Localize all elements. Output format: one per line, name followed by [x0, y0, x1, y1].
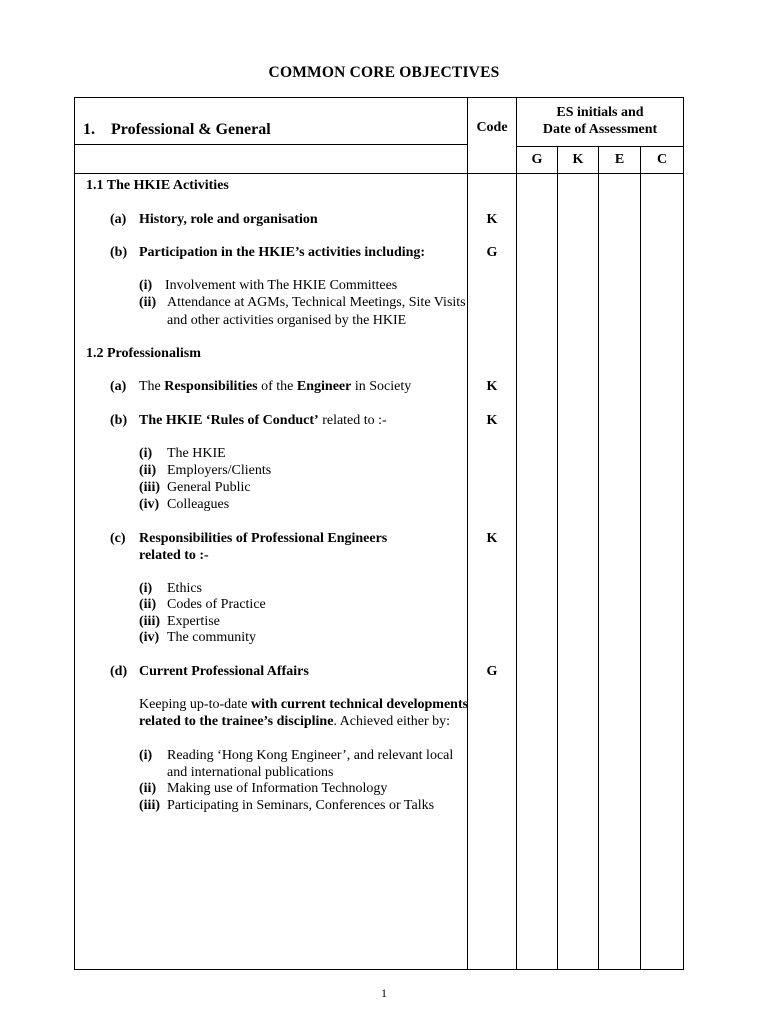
list-item-num: (i) — [139, 446, 153, 461]
item-1-1-b-text: Participation in the HKIE’s activities including: — [139, 245, 426, 260]
page-number: 1 — [381, 986, 387, 1000]
es-column-header — [517, 104, 683, 138]
list-item-num: (ii) — [139, 597, 157, 612]
item-1-2-b-text: The HKIE ‘Rules of Conduct’ related to :- — [139, 413, 387, 428]
list-item-text: Employers/Clients — [167, 463, 272, 478]
list-item-text: The community — [167, 630, 257, 645]
section-title: Professional & General — [111, 121, 271, 138]
list-item-text: Colleagues — [167, 497, 230, 512]
code-column-header: Code — [476, 120, 508, 135]
item-1-2-d-paragraph-line1: Keeping up-to-date with current technical developments — [139, 697, 469, 712]
item-1-2-c-text-line2: related to :- — [139, 548, 209, 563]
item-1-2-d-paragraph-line2: related to the trainee’s discipline. Achieved either by: — [139, 714, 451, 729]
col-header-k: K — [572, 152, 584, 167]
list-item-num: (iii) — [139, 798, 160, 813]
list-item-text: Codes of Practice — [167, 597, 266, 612]
list-item-num: (iv) — [139, 497, 160, 512]
item-1-1-a-text: History, role and organisation — [139, 212, 318, 227]
list-item-text: Ethics — [167, 581, 202, 596]
item-1-1-a-code: K — [486, 212, 498, 227]
item-1-1-b-label: (b) — [110, 245, 128, 260]
list-item-text: Expertise — [167, 614, 220, 629]
list-item-num: (iii) — [139, 614, 160, 629]
col-header-e: E — [614, 152, 625, 167]
list-item-num: (ii) — [139, 781, 157, 796]
item-1-2-b-code: K — [486, 413, 498, 428]
item-1-1-b-code: G — [486, 245, 498, 260]
item-1-2-d-text: Current Professional Affairs — [139, 664, 309, 679]
item-1-2-b-label: (b) — [110, 413, 128, 428]
item-1-2-d-label: (d) — [110, 664, 128, 679]
list-item-num: (ii) — [139, 295, 157, 310]
list-item-num: (iv) — [139, 630, 160, 645]
list-item-num: (i) — [139, 278, 153, 293]
subsection-1-1-heading: 1.1 The HKIE Activities — [86, 178, 229, 193]
list-item-num: (i) — [139, 748, 153, 763]
list-item-text: Reading ‘Hong Kong Engineer’, and relevant local — [167, 748, 454, 763]
list-item-num: (ii) — [139, 463, 157, 478]
list-item-text: The HKIE — [167, 446, 226, 461]
es-label-line1: ES initials and — [556, 105, 644, 120]
item-1-2-a-label: (a) — [110, 379, 127, 394]
list-item-text: and international publications — [167, 765, 334, 780]
list-item-text: Attendance at AGMs, Technical Meetings, Site Visits — [167, 295, 466, 310]
item-1-2-a-text: The Responsibilities of the Engineer in Society — [139, 379, 412, 394]
page-title: COMMON CORE OBJECTIVES — [268, 64, 500, 81]
subsection-1-2-heading: 1.2 Professionalism — [86, 346, 201, 361]
list-item-text: Making use of Information Technology — [167, 781, 388, 796]
list-item-text: General Public — [167, 480, 251, 495]
item-1-2-c-text-line1: Responsibilities of Professional Engineers — [139, 531, 388, 546]
item-1-2-c-code: K — [486, 531, 498, 546]
item-1-1-a-label: (a) — [110, 212, 127, 227]
list-item-num: (iii) — [139, 480, 160, 495]
section-number: 1. — [83, 121, 95, 138]
list-item-num: (i) — [139, 581, 153, 596]
list-item-text: Involvement with The HKIE Committees — [165, 278, 398, 293]
col-header-c: C — [656, 152, 668, 167]
item-1-2-c-label: (c) — [110, 531, 126, 546]
es-label-line2: Date of Assessment — [542, 122, 658, 137]
item-1-2-a-code: K — [486, 379, 498, 394]
item-1-2-d-code: G — [486, 664, 498, 679]
col-header-g: G — [531, 152, 543, 167]
list-item-text: Participating in Seminars, Conferences or Talks — [167, 798, 435, 813]
list-item-text: and other activities organised by the HKIE — [167, 313, 407, 328]
